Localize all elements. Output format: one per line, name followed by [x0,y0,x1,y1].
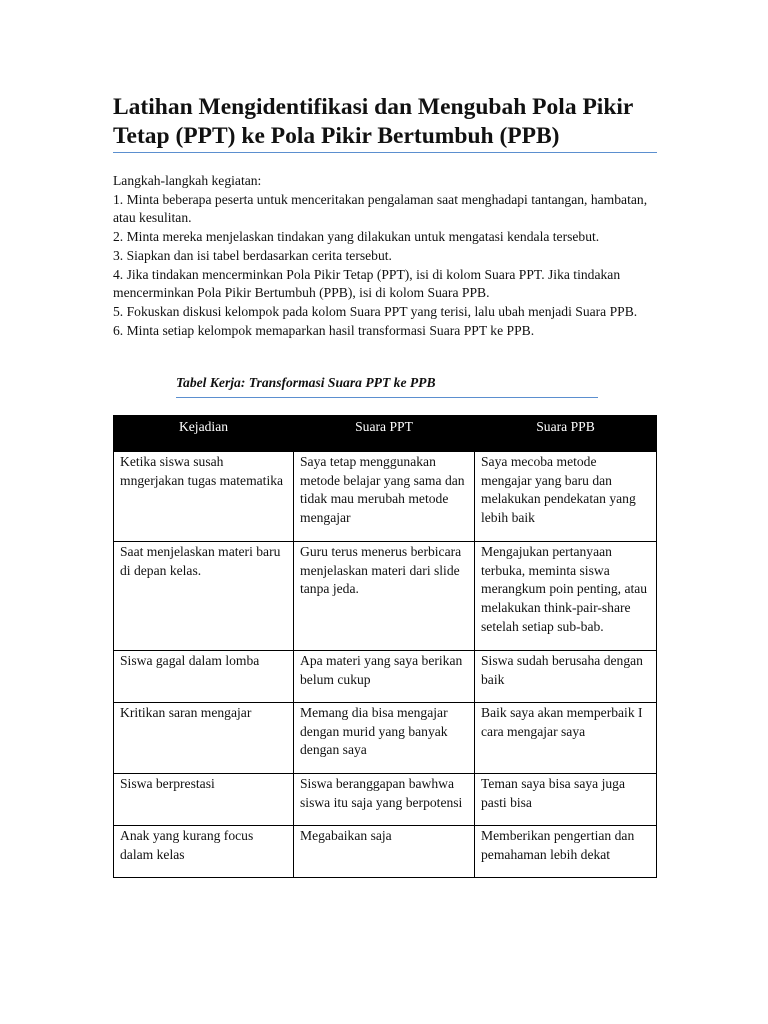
cell-kejadian: Ketika siswa susah mngerjakan tugas matematika [114,452,294,542]
step-item: 4. Jika tindakan mencerminkan Pola Pikir Tetap (PPT), isi di kolom Suara PPT. Jika tindakan mencerminkan Pola Pikir Bertumbuh (PPB), isi di kolom Suara PPB. [113,266,621,301]
cell-kejadian: Siswa berprestasi [114,774,294,826]
steps-heading: Langkah-langkah kegiatan: [113,173,262,188]
table-row [114,703,657,774]
table-row [114,774,657,826]
cell-suara-ppb: Saya mecoba metode mengajar yang baru dan melakukan pendekatan yang lebih baik [475,452,657,542]
step-item: 2. Minta mereka menjelaskan tindakan yang dilakukan untuk mengatasi kendala tersebut. [113,229,600,245]
title-line-2: Tetap (PPT) ke Pola Pikir Bertumbuh (PPB) [113,123,560,149]
step-item: 6. Minta setiap kelompok memaparkan hasil transformasi Suara PPT ke PPB. [113,322,535,338]
cell-suara-ppt: Memang dia bisa mengajar dengan murid yang banyak dengan saya [294,703,475,774]
step-item: 3. Siapkan dan isi tabel berdasarkan cerita tersebut. [113,247,392,263]
cell-suara-ppb: Mengajukan pertanyaan terbuka, meminta siswa merangkum poin penting, atau melakukan think-pair-share setelah setiap sub-bab. [475,542,657,651]
cell-suara-ppt: Saya tetap menggunakan metode belajar yang sama dan tidak mau merubah metode mengajar [294,452,475,542]
cell-suara-ppb: Siswa sudah berusaha dengan baik [475,651,657,703]
table-row [114,826,657,878]
cell-suara-ppt: Megabaikan saja [294,826,475,878]
cell-suara-ppb: Teman saya bisa saya juga pasti bisa [475,774,657,826]
table-caption: Tabel Kerja: Transformasi Suara PPT ke PPB [176,375,436,390]
cell-kejadian: Saat menjelaskan materi baru di depan kelas. [114,542,294,651]
page-title [113,93,658,151]
table-row [114,452,657,542]
table-row [114,542,657,651]
cell-suara-ppt: Apa materi yang saya berikan belum cukup [294,651,475,703]
table-header-row [114,416,657,452]
step-item: 5. Fokuskan diskusi kelompok pada kolom Suara PPT yang terisi, lalu ubah menjadi Suara PPB. [113,303,638,319]
header-kejadian: Kejadian [114,416,294,452]
title-line-1: Latihan Mengidentifikasi dan Mengubah Pola Pikir [113,94,634,120]
header-suara-ppb: Suara PPB [475,416,657,452]
header-suara-ppt: Suara PPT [294,416,475,452]
cell-suara-ppb: Memberikan pengertian dan pemahaman lebih dekat [475,826,657,878]
table-row [114,651,657,703]
cell-kejadian: Siswa gagal dalam lomba [114,651,294,703]
steps-section [113,172,658,340]
cell-kejadian: Kritikan saran mengajar [114,703,294,774]
work-table [113,415,657,878]
title-divider [113,152,657,153]
cell-suara-ppt: Siswa beranggapan bawhwa siswa itu saja yang berpotensi [294,774,475,826]
cell-suara-ppb: Baik saya akan memperbaik I cara mengajar saya [475,703,657,774]
step-item: 1. Minta beberapa peserta untuk menceritakan pengalaman saat menghadapi tantangan, hambatan, atau kesulitan. [113,191,648,226]
cell-suara-ppt: Guru terus menerus berbicara menjelaskan materi dari slide tanpa jeda. [294,542,475,651]
cell-kejadian: Anak yang kurang focus dalam kelas [114,826,294,878]
caption-divider [176,397,598,398]
